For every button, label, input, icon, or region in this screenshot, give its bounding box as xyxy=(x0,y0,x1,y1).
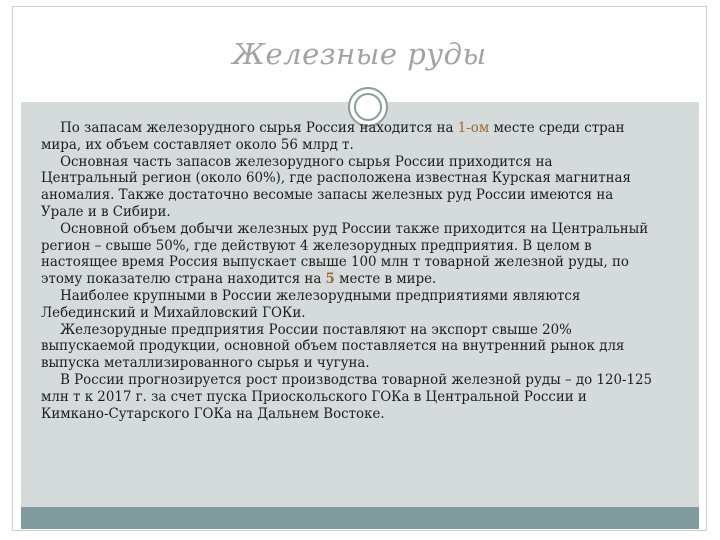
footer-bar xyxy=(21,507,699,529)
paragraph-export: Железорудные предприятия России поставляют на экспорт свыше 20% выпускаемой продукции, основной объем поставляется на внутренний рынок для выпуска металлизированного сырья и чугуна. xyxy=(41,321,625,372)
slide-title: Железные руды xyxy=(232,37,487,71)
paragraph-forecast: В России прогнозируется рост производства товарной железной руды – до 120-125 млн т к 2017 г. за счет пуска Приоскольского ГОКа в Центральной России и Кимкано-Сутарского ГОКа на Дальнем Востоке. xyxy=(41,371,653,422)
paragraph-production: Основной объем добычи железных руд России также приходится на Центральный регион – свыше 50%, где действуют 4 железорудных предприятия. В целом в настоящее время Россия выпускает свыше 100 млн т товарной железной руды, по этому показателю страна находится на 5 месте в мире. xyxy=(41,220,649,288)
rank-highlight: 5 xyxy=(325,271,335,288)
slide xyxy=(12,6,707,531)
inner-circle xyxy=(354,93,382,121)
paragraph-enterprises: Наиболее крупными в России железорудными предприятиями являются Лебединский и Михайловский ГОКи. xyxy=(41,287,581,321)
paragraph-regions: Основная часть запасов железорудного сырья России приходится на Центральный регион (около 60%), где расположена известная Курская магнитная аномалия. Также достаточно весомые запасы железных руд России имеются на Урале и в Сибири. xyxy=(41,153,631,220)
paragraph-reserves: По запасам железорудного сырья Россия находится на 1-ом месте среди стран мира, их объем составляет около 56 млрд т. xyxy=(41,120,625,153)
body-text xyxy=(41,120,652,422)
rank-highlight: 1-ом xyxy=(457,120,490,136)
